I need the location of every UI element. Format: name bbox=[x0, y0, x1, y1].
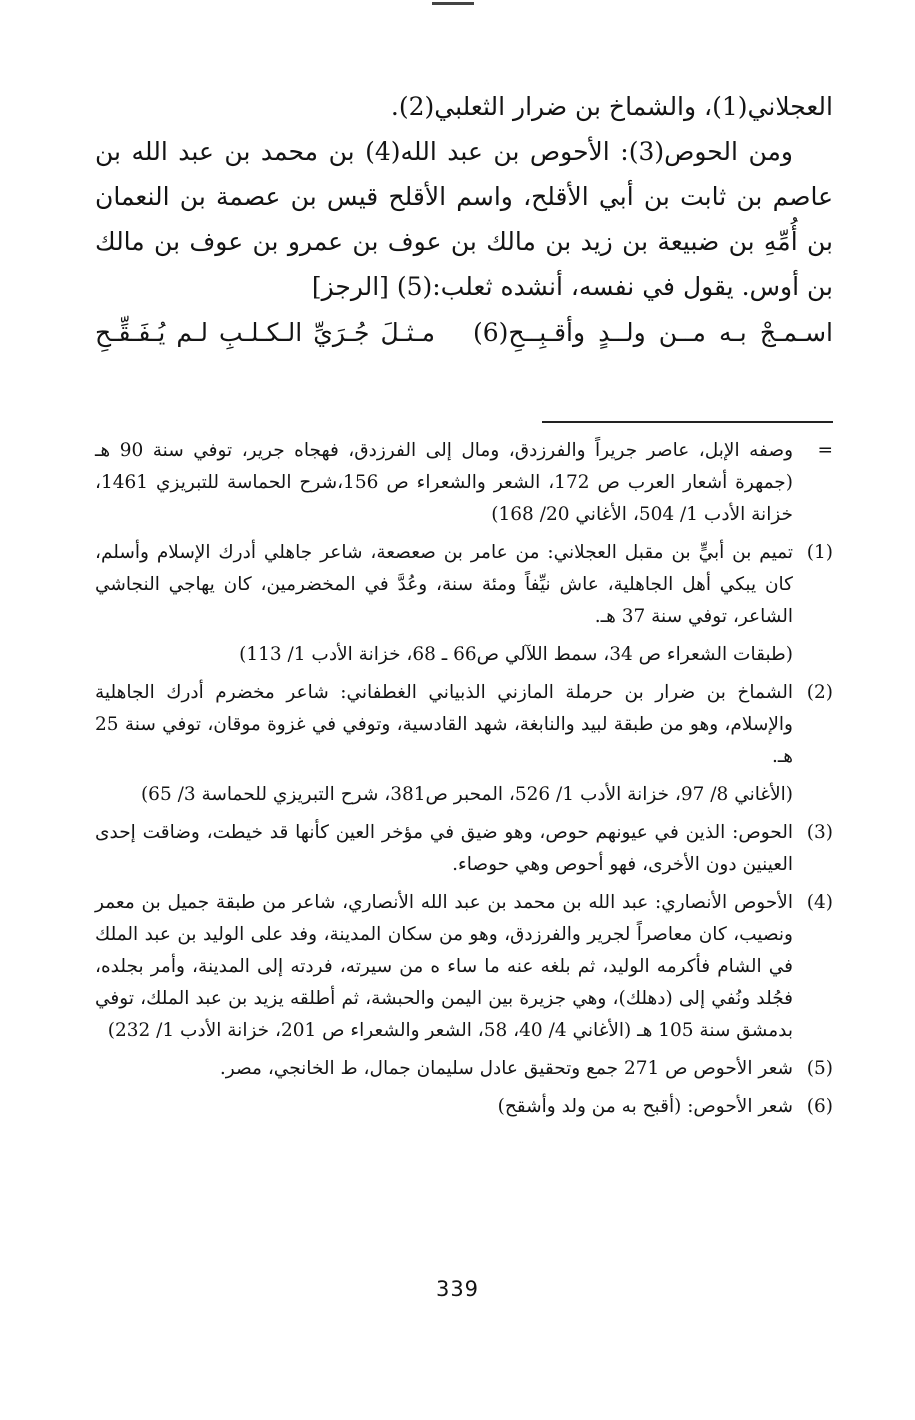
verse-second-hemistich: مـثـلَ جُـرَيِّ الـكـلـبِ لـم يُـفَـقِّـحِ bbox=[95, 318, 435, 347]
footnote-marker: = bbox=[817, 440, 833, 461]
footnote-item bbox=[95, 537, 833, 671]
footnote-body bbox=[95, 1053, 793, 1085]
top-edge-mark bbox=[432, 2, 474, 5]
main-paragraph: ومن الحوص(3): الأحوص بن عبد الله(4) بن محمد بن عبد الله بن عاصم بن ثابت بن أبي الأقلح، واسم الأقلح قيس بن عصمة بن النعمان بن أُمِّهِ بن ضبيعة بن زيد بن مالك بن عوف بن عمرو بن عوف بن مالك بن أوس. يقول في نفسه، أنشده ثعلب:(5) [الرجز] bbox=[95, 137, 833, 301]
footnote-sources: (الأغاني 8/ 97، خزانة الأدب 1/ 526، المحبر ص381، شرح التبريزي للحماسة 3/ 65) bbox=[140, 784, 793, 805]
footnote-marker: (1) bbox=[806, 542, 833, 563]
footnote-marker: (2) bbox=[806, 682, 833, 703]
footnote-marker: (3) bbox=[806, 822, 833, 843]
footnote-separator bbox=[542, 421, 833, 423]
footnote-text: وصفه الإبل، عاصر جريراً والفرزدق، ومال إلى الفرزدق، فهجاه جرير، توفي سنة 90 هـ (جمهرة أشعار العرب ص 172، الشعر والشعراء ص 156،شرح الحماسة للتبريزي 1461، خزانة الأدب 1/ 504، الأغاني 20/ 168) bbox=[95, 440, 794, 525]
footnote-text: تميم بن أبيٍّ بن مقبل العجلاني: من عامر بن صعصعة، شاعر جاهلي أدرك الإسلام وأسلم، كان يبكي أهل الجاهلية، عاش نيِّفاً ومئة سنة، وعُدَّ في المخضرمين، كان يهاجي النجاشي الشاعر، توفي سنة 37 هـ. bbox=[95, 542, 793, 627]
footnote-body bbox=[95, 1091, 793, 1123]
footnotes bbox=[95, 435, 833, 1129]
footnote-text: الأحوص الأنصاري: عبد الله بن محمد بن عبد الله الأنصاري، شاعر من طبقة جميل بن معمر ونصيب، كان معاصراً لجرير والفرزدق، وهو من سكان المدينة، وفد على الوليد بن عبد الملك في الشام فأكرمه الوليد، ثم بلغه عنه ما ساء ه من سيرته، فردته إلى المدينة، وأمر بجلده، فجُلد ونُفي إلى (دهلك)، وهي جزيرة بين اليمن والحبشة، ثم أطلقه يزيد بن عبد الملك، توفي بدمشق سنة 105 هـ (الأغاني 4/ 40، 58، الشعر والشعراء ص 201، خزانة الأدب 1/ 232) bbox=[95, 892, 793, 1041]
footnote-item bbox=[95, 1091, 833, 1123]
footnote-item bbox=[95, 677, 833, 811]
footnote-text: شعر الأحوص: (أقبح به من ولد وأشقح) bbox=[497, 1096, 793, 1117]
footnote-text: الشماخ بن ضرار بن حرملة المازني الذبياني الغطفاني: شاعر مخضرم أدرك الجاهلية والإسلام، وهو من طبقة لبيد والنابغة، شهد القادسية، وتوفي في غزوة موقان، توفي سنة 25 هـ. bbox=[95, 682, 793, 767]
footnote-item bbox=[95, 887, 833, 1047]
footnote-text: الحوص: الذين في عيونهم حوص، وهو ضيق في مؤخر العين كأنها قد خيطت، وضاقت إحدى العينين دون الأخرى، فهو أحوص وهي حوصاء. bbox=[95, 822, 793, 875]
verse-first-hemistich: اسـمـجْ بـه مــن ولــدٍ وأقـبِــحِ(6) bbox=[473, 318, 833, 347]
main-paragraph: العجلاني(1)، والشماخ بن ضرار الثعلبي(2). bbox=[390, 92, 833, 121]
page-number: 339 bbox=[435, 1277, 480, 1301]
poetry-verse bbox=[95, 318, 833, 368]
footnote-marker: (4) bbox=[806, 892, 833, 913]
footnote-item bbox=[95, 817, 833, 881]
footnote-text: شعر الأحوص ص 271 جمع وتحقيق عادل سليمان جمال، ط الخانجي، مصر. bbox=[219, 1058, 793, 1079]
main-text bbox=[95, 84, 833, 309]
footnote-item bbox=[95, 1053, 833, 1085]
footnote-body bbox=[95, 817, 793, 881]
footnote-body bbox=[95, 537, 793, 671]
footnote-body bbox=[95, 677, 793, 811]
footnote-sources: (طبقات الشعراء ص 34، سمط اللآلي ص66 ـ 68، خزانة الأدب 1/ 113) bbox=[239, 644, 793, 665]
footnote-marker: (6) bbox=[806, 1096, 833, 1117]
footnote-item bbox=[95, 435, 833, 531]
footnote-body bbox=[95, 435, 793, 531]
footnote-marker: (5) bbox=[806, 1058, 833, 1079]
footnote-body bbox=[95, 887, 793, 1047]
